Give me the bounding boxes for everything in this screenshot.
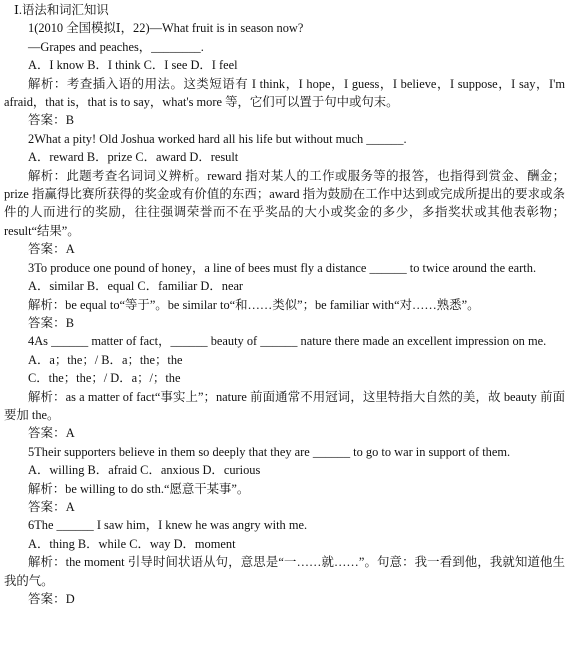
question-3-answer: 答案：B (28, 315, 75, 330)
question-5-analysis: 解析：be willing to do sth.“愿意干某事”。 (28, 481, 250, 496)
question-3-options: A．similar B．equal C．familiar D．near (28, 279, 244, 294)
question-1-analysis: 解析：考查插入语的用法。这类短语有 I think，I hope，I guess，I believe，I suppose，I say，I'm afraid，that is，that is to say，what's more 等，它们可以置于句中或句末。 (4, 76, 565, 110)
question-1-stem: 1(2010 全国模拟Ⅰ，22)—What fruit is in season now? (28, 21, 304, 36)
question-3-analysis: 解析：be equal to“等于”。be similar to“和……类似”；be familiar with“对……熟悉”。 (28, 297, 480, 312)
question-4-answer: 答案：A (28, 426, 75, 441)
question-2-answer: 答案：A (28, 242, 75, 257)
question-1-answer: 答案：B (28, 113, 75, 128)
question-6-stem: 6The ______ I saw him，I knew he was angry with me. (28, 518, 308, 533)
question-6-answer: 答案：D (28, 592, 75, 606)
question-2-stem: 2What a pity! Old Joshua worked hard all his life but without much ______. (28, 131, 407, 146)
question-4-stem: 4As ______ matter of fact，______ beauty of ______ nature there made an excellent impression on me. (28, 334, 547, 349)
question-1-stem-2: —Grapes and peaches，________. (28, 39, 204, 54)
question-1-options: A．I know B．I think C．I see D．I feel (28, 58, 238, 73)
question-2-analysis: 解析：此题考查名词词义辨析。reward 指对某人的工作或服务等的报答，也指得到赏金、酬金；prize 指赢得比赛所获得的奖金或有价值的东西；award 指为鼓励在工作中达到或完成所提出的要求或条件的人而进行的奖励，往往强调荣誉而不在乎奖品的大小或奖金的多少，多指奖状或其他表彰物；result“结果”。 (4, 168, 565, 238)
question-6-options: A．thing B．while C．way D．moment (28, 536, 236, 551)
question-5-stem: 5Their supporters believe in them so deeply that they are ______ to go to war in support of them. (28, 444, 511, 459)
section-title: Ⅰ.语法和词汇知识 (14, 3, 109, 17)
question-5-answer: 答案：A (28, 499, 75, 514)
question-3-stem: 3To produce one pound of honey，a line of bees must fly a distance ______ to twice around the earth. (28, 260, 537, 275)
question-4-analysis: 解析：as a matter of fact“事实上”；nature 前面通常不用冠词，这里特指大自然的美，故 beauty 前面要加 the。 (4, 389, 565, 422)
question-4-options: A．a；the；/ B．a；the；the (28, 352, 183, 367)
question-4-options-2: C．the；the；/ D．a；/；the (28, 371, 181, 386)
question-6-analysis: 解析：the moment 引导时间状语从句，意思是“一……就……”。句意：我一看到他，我就知道他生我的气。 (4, 555, 565, 588)
question-2-options: A．reward B．prize C．award D．result (28, 150, 239, 165)
question-5-options: A．willing B．afraid C．anxious D．curious (28, 463, 261, 478)
